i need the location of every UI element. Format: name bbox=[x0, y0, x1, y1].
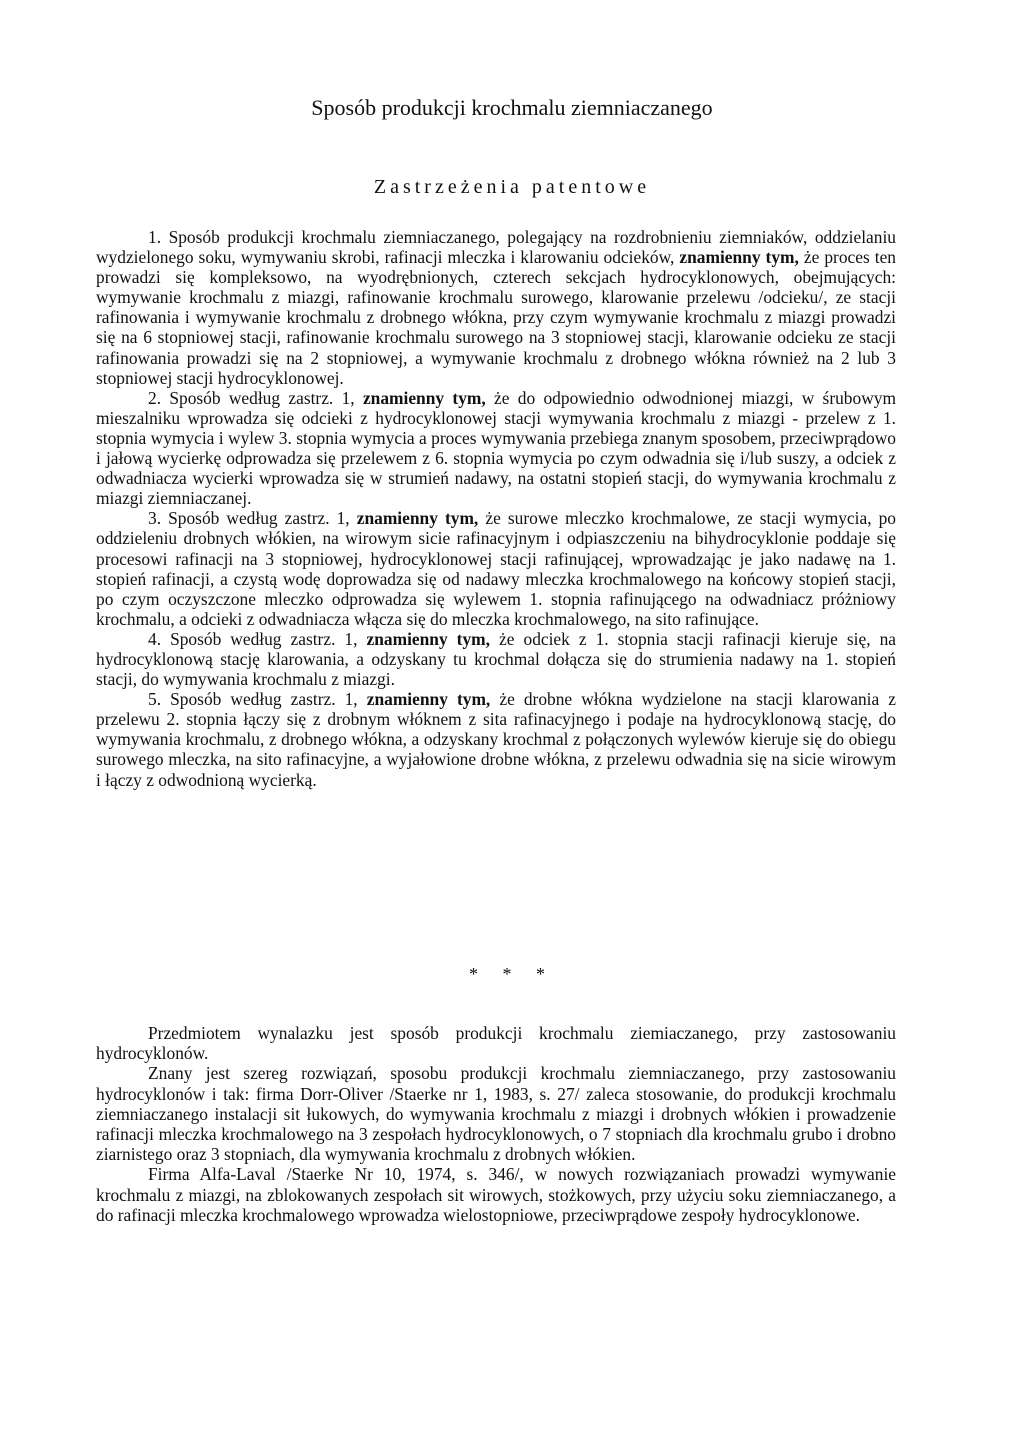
claim-keyword: znamienny tym, bbox=[366, 689, 491, 710]
claim-text: że do odpowiednio odwodnionej miazgi, w śrubowym mieszalniku wprowadza się odcieki z hydrocyklonowej stacji wymywania krochmalu z miazgi - przelew z 1. stopnia wymycia i wylew 3. stopnia wymycia a proces wymywania przebiega znanym sposobem, przeciwprądowo i jałową wycierkę odprowadza się przelewem z 6. stopnia wymycia po czym odwadnia się i/lub suszy, a odciek z odwadniacza wycierki wprowadza się w strumień nadawy, na ostatni stopień stacji, do wymywania krochmalu z miazgi ziemniaczanej. bbox=[96, 387, 896, 509]
claim-1 bbox=[96, 227, 896, 388]
claim-keyword: znamienny tym, bbox=[356, 508, 479, 529]
claim-text: 4. Sposób według zastrz. 1, bbox=[148, 628, 367, 649]
claim-text: 3. Sposób według zastrz. 1, bbox=[148, 508, 357, 529]
page-title: Sposób produkcji krochmalu ziemniaczanego bbox=[311, 95, 713, 120]
claims-heading: Zastrzeżenia patentowe bbox=[373, 176, 651, 198]
claim-keyword: znamienny tym, bbox=[362, 387, 486, 408]
description-paragraph: Przedmiotem wynalazku jest sposób produkcji krochmalu ziemiaczanego, przy zastosowaniu hydrocyklonów. bbox=[96, 1023, 896, 1064]
claim-4 bbox=[96, 629, 896, 689]
claim-keyword: znamienny tym, bbox=[679, 247, 799, 268]
claim-text: że proces ten prowadzi się kompleksowo, na wyodrębnionych, czterech sekcjach hydrocyklonowych, obejmujących: wymywanie krochmalu z miazgi, rafinowanie krochmalu surowego, klarowanie przelewu /odcieku/, ze stacji rafinowania i wymywanie krochmalu z drobnego włókna, przy czym wymywanie krochmalu z miazgi prowadzi się na 6 stopniowej stacji, rafinowanie krochmalu surowego na 3 stopniowej stacji, klarowanie odcieku ze stacji rafinowania prowadzi się na 2 stopniowej, a wymywanie krochmalu z drobnego włókna również na 2 lub 3 stopniowej stacji hydrocyklonowej. bbox=[96, 247, 896, 388]
claim-text: 5. Sposób według zastrz. 1, bbox=[148, 689, 367, 710]
description-paragraph: Znany jest szereg rozwiązań, sposobu produkcji krochmalu ziemniaczanego, przy zastosowaniu hydrocyklonów i tak: firma Dorr-Oliver /Staerke nr 1, 1983, s. 27/ zaleca stosowanie, do produkcji krochmalu ziemniaczanego instalacji sit łukowych, do wymywania krochmalu z miazgi i drobnych włókien i prowadzenie rafinacji mleczka krochmalowego na 3 zespołach hydrocyklonowych, o 7 stopniach dla krochmalu grubo i drobno ziarnistego oraz 3 stopniach, dla wymywania krochmalu z drobnych włókien. bbox=[96, 1063, 896, 1165]
claim-text: że odciek z 1. stopnia stacji rafinacji kieruje się, na hydrocyklonową stację klarowania, a odzyskany tu krochmal dołącza się do strumienia nadawy na 1. stopień stacji, do wymywania krochmalu z miazgi. bbox=[96, 628, 896, 690]
claims-list bbox=[96, 227, 896, 790]
claim-text: że surowe mleczko krochmalowe, ze stacji wymycia, po oddzieleniu drobnych włókien, na wirowym sicie rafinacyjnym i odpiaszczeniu na bihydrocyklonie poddaje się procesowi rafinacji na 3 stopniowej, hydrocyklonowej stacji rafinującej, wprowadzając je jako nadawę na 1. stopień rafinacji, a czystą wodę doprowadza się od nadawy mleczka krochmalowego na końcowy stopień stacji, po czym oczyszczone mleczko odprowadza się wylewem 1. stopnia rafinującego na odwadniacz próżniowy krochmalu, a odcieki z odwadniacza włącza się do mleczka krochmalowego, na sito rafinujące. bbox=[96, 508, 897, 629]
claim-text: 2. Sposób według zastrz. 1, bbox=[148, 387, 363, 408]
claim-5 bbox=[96, 689, 896, 789]
claim-2 bbox=[96, 388, 896, 509]
description-paragraph: Firma Alfa-Laval /Staerke Nr 10, 1974, s. 346/, w nowych rozwiązaniach prowadzi wymywanie krochmalu z miazgi, na zblokowanych zespołach sit wirowych, stożkowych, przy użyciu soku ziemniaczanego, a do rafinacji mleczka krochmalowego wprowadza wielostopniowe, przeciwprądowe zespoły hydrocyklonowe. bbox=[96, 1164, 896, 1225]
claim-text: że drobne włókna wydzielone na stacji klarowania z przelewu 2. stopnia łączy się z drobnym włóknem z sita rafinacyjnego i podaje na hydrocyklonową stację, do wymywania krochmalu, z drobnego włókna, a odzyskany krochmal z połączonych wylewów kieruje się do obiegu surowego mleczka, na sito rafinacyjne, a wyjałowione drobne włókna, z przelewu odwadnia się na sicie wirowym i łączy z odwodnioną wycierką. bbox=[96, 689, 896, 790]
claim-text: 1. Sposób produkcji krochmalu ziemniaczanego, polegający na rozdrobnieniu ziemniaków, oddzielaniu wydzielonego soku, wymywaniu skrobi, rafinacji mleczka i klarowaniu odcieków, bbox=[96, 227, 896, 268]
section-separator: * * * bbox=[469, 964, 555, 984]
claim-keyword: znamienny tym, bbox=[366, 628, 491, 649]
claim-3 bbox=[96, 508, 896, 629]
description bbox=[96, 1023, 896, 1225]
